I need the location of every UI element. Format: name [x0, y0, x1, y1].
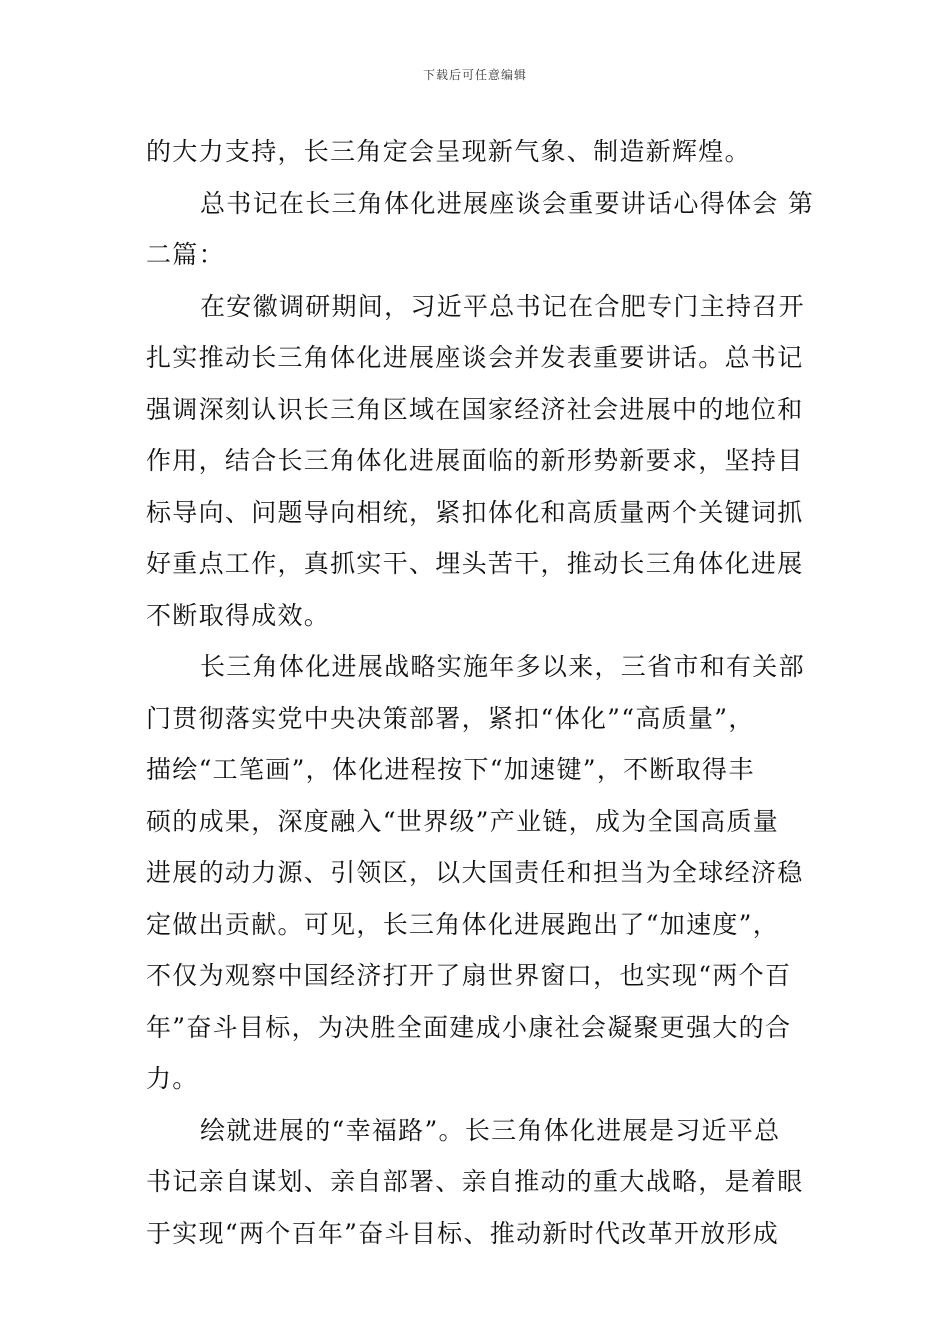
text-line: 书记亲自谋划、亲自部署、亲自推动的重大战略，是着眼 [146, 1167, 804, 1196]
section-title-line: 总书记在长三角体化进展座谈会重要讲话心得体会 第 [200, 188, 815, 218]
text-line: 在安徽调研期间，习近平总书记在合肥专门主持召开 [200, 291, 805, 321]
text-line: 的大力支持，长三角定会呈现新气象、制造新辉煌。 [146, 137, 751, 166]
text-line: 硕的成果，深度融入“世界级”产业链，成为全国高质量 [146, 806, 780, 836]
text-line: 进展的动力源、引领区，以大国责任和担当为全球经济稳 [146, 858, 804, 887]
text-line: 描绘“工笔画”，体化进程按下“加速键”，不断取得丰 [146, 755, 755, 784]
text-line: 不仅为观察中国经济打开了扇世界窗口，也实现“两个百 [146, 961, 792, 990]
text-line: 于实现“两个百年”奋斗目标、推动新时代改革开放形成 [146, 1218, 780, 1248]
text-line: 年”奋斗目标，为决胜全面建成小康社会凝聚更强大的合 [146, 1012, 792, 1042]
text-line: 好重点工作，真抓实干、埋头苦干，推动长三角体化进展 [146, 549, 804, 578]
text-line: 扎实推动长三角体化进展座谈会并发表重要讲话。总书记 [146, 343, 804, 372]
text-line: 绘就进展的“幸福路”。长三角体化进展是习近平总 [200, 1115, 781, 1145]
text-line: 作用，结合长三角体化进展面临的新形势新要求，坚持目 [146, 446, 804, 475]
document-body [146, 126, 815, 1259]
text-line: 长三角体化进展战略实施年多以来，三省市和有关部 [200, 652, 805, 681]
section-title-line: 二篇： [146, 240, 225, 269]
text-line: 强调深刻认识长三角区域在国家经济社会进展中的地位和 [146, 394, 804, 424]
page-header: 下载后可任意编辑 [422, 68, 527, 82]
text-line: 标导向、问题导向相统，紧扣体化和高质量两个关键词抓 [146, 497, 804, 527]
text-line: 力。 [146, 1064, 199, 1093]
text-line: 不断取得成效。 [146, 600, 331, 630]
text-line: 门贯彻落实党中央决策部署，紧扣“体化”“高质量”， [146, 703, 755, 733]
text-line: 定做出贡献。可见，长三角体化进展跑出了“加速度”， [146, 909, 780, 939]
